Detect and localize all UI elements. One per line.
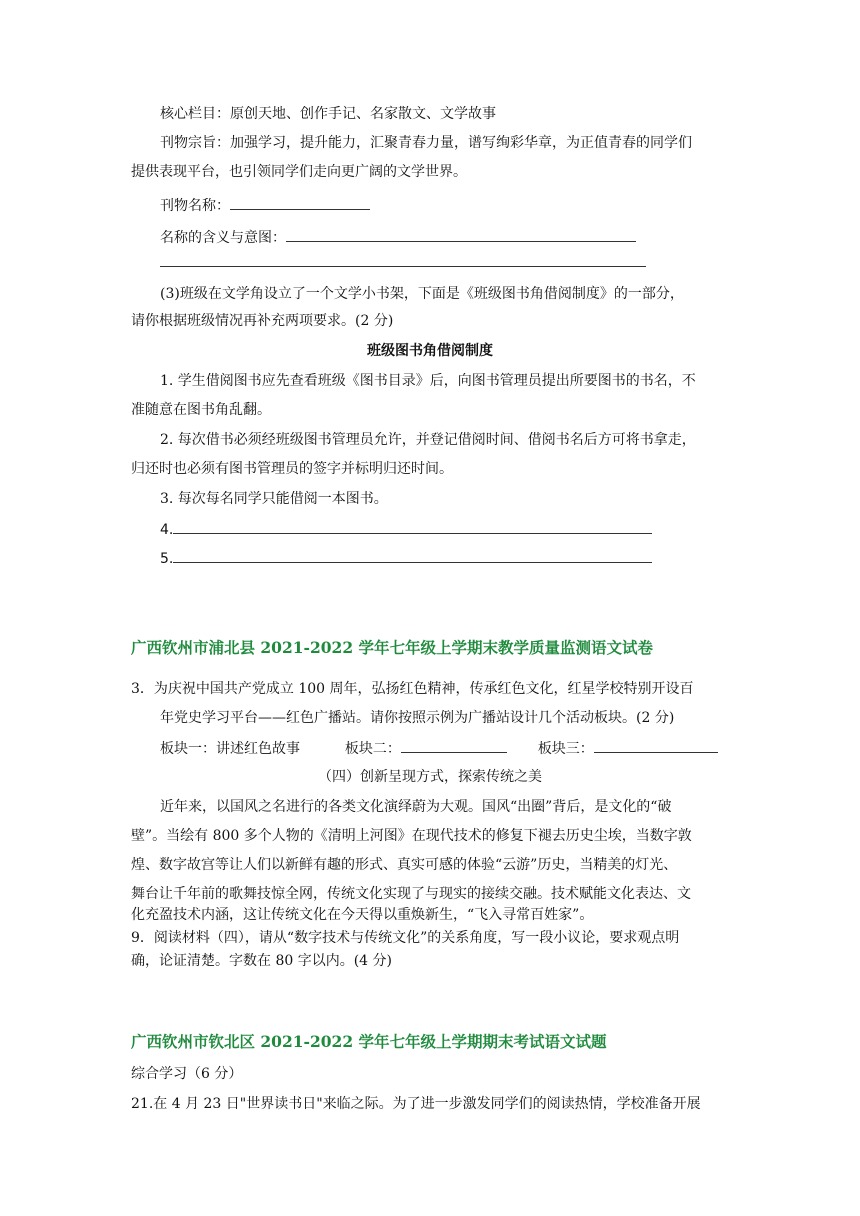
rule-5-row <box>160 547 652 567</box>
block-3-label: 板块三： <box>537 741 594 757</box>
purpose-text-line-1: 刊物宗旨：加强学习，提升能力，汇聚青春力量，谱写绚彩华章，为正值青春的同学们 <box>160 135 692 151</box>
rule-3: 3. 每次每名同学只能借阅一本图书。 <box>160 491 388 507</box>
section-3-heading: 广西钦州市钦北区 2021-2022 学年七年级上学期期末考试语文试题 <box>131 1032 607 1051</box>
q9-line-2: 确，论证清楚。字数在 80 字以内。(4 分) <box>131 953 392 969</box>
material-4-line-5: 化充盈技术内涵，这让传统文化在今天得以重焕新生，“飞入寻常百姓家”。 <box>131 907 594 923</box>
journal-name-blank[interactable] <box>230 194 370 210</box>
meaning-blank[interactable] <box>286 226 636 242</box>
material-4-line-3: 煌、数字故宫等让人们以新鲜有趣的形式、真实可感的体验“云游”历史，当精美的灯光、 <box>131 857 678 873</box>
q9-line-1: 9．阅读材料（四），请从“数字技术与传统文化”的关系角度，写一段小议论，要求观点明 <box>131 930 680 946</box>
q21-line-1: 21.在 4 月 23 日"世界读书日"来临之际。为了进一步激发同学们的阅读热情，学校准备开展 <box>131 1096 701 1112</box>
integrated-study-label: 综合学习（6 分） <box>131 1066 243 1082</box>
rule-2-line-2: 归还时也必须有图书管理员的签字并标明归还时间。 <box>131 461 453 477</box>
q3-intro-line-1: (3)班级在文学角设立了一个文学小书架，下面是《班级图书角借阅制度》的一部分， <box>160 286 684 302</box>
rule-5-blank[interactable] <box>173 547 652 563</box>
rule-1-line-2: 准随意在图书角乱翻。 <box>131 402 271 418</box>
block-2-label: 板块二： <box>344 741 401 757</box>
journal-name-row <box>160 194 370 214</box>
material-4-line-4: 舞台让千年前的歌舞技惊全网，传统文化实现了与现实的接续交融。技术赋能文化表达、文 <box>131 886 691 902</box>
q3-red-line-1: 3．为庆祝中国共产党成立 100 周年，弘扬红色精神，传承红色文化，红星学校特别开设百 <box>131 681 694 697</box>
q3-intro-line-2: 请你根据班级情况再补充两项要求。(2 分) <box>131 313 394 329</box>
rule-4-row <box>160 518 652 538</box>
journal-name-label: 刊物名称： <box>160 198 230 214</box>
rule-4-number: 4. <box>160 522 174 538</box>
blocks-row <box>160 737 718 757</box>
block-1-example: 板块一：讲述红色故事 <box>160 741 300 757</box>
material-4-line-2: 壁”。当绘有 800 多个人物的《清明上河图》在现代技术的修复下褪去历史尘埃，当数字敦 <box>131 828 692 844</box>
material-4-line-1: 近年来，以国风之名进行的各类文化演绎蔚为大观。国风“出圈”背后，是文化的“破 <box>160 799 672 815</box>
block-3-blank[interactable] <box>594 737 718 753</box>
meaning-row <box>160 226 636 246</box>
meaning-blank-line-2[interactable] <box>160 266 646 267</box>
rule-1-line-1: 1. 学生借阅图书应先查看班级《图书目录》后，向图书管理员提出所要图书的书名，不 <box>160 373 696 389</box>
rule-2-line-1: 2. 每次借书必须经班级图书管理员允许，并登记借阅时间、借阅书名后方可将书拿走， <box>160 432 696 448</box>
block-2-blank[interactable] <box>401 737 507 753</box>
meaning-label: 名称的含义与意图： <box>160 230 286 246</box>
rule-4-blank[interactable] <box>173 518 652 534</box>
material-4-title: （四）创新呈现方式，探索传统之美 <box>318 769 542 785</box>
rules-title: 班级图书角借阅制度 <box>367 343 493 359</box>
core-columns-text: 核心栏目：原创天地、创作手记、名家散文、文学故事 <box>160 106 496 122</box>
purpose-text-line-2: 提供表现平台，也引领同学们走向更广阔的文学世界。 <box>131 164 467 180</box>
rule-5-number: 5. <box>160 551 174 567</box>
q3-red-line-2: 年党史学习平台——红色广播站。请你按照示例为广播站设计几个活动板块。(2 分) <box>160 710 675 726</box>
section-2-heading: 广西钦州市浦北县 2021-2022 学年七年级上学期末教学质量监测语文试卷 <box>131 638 654 657</box>
